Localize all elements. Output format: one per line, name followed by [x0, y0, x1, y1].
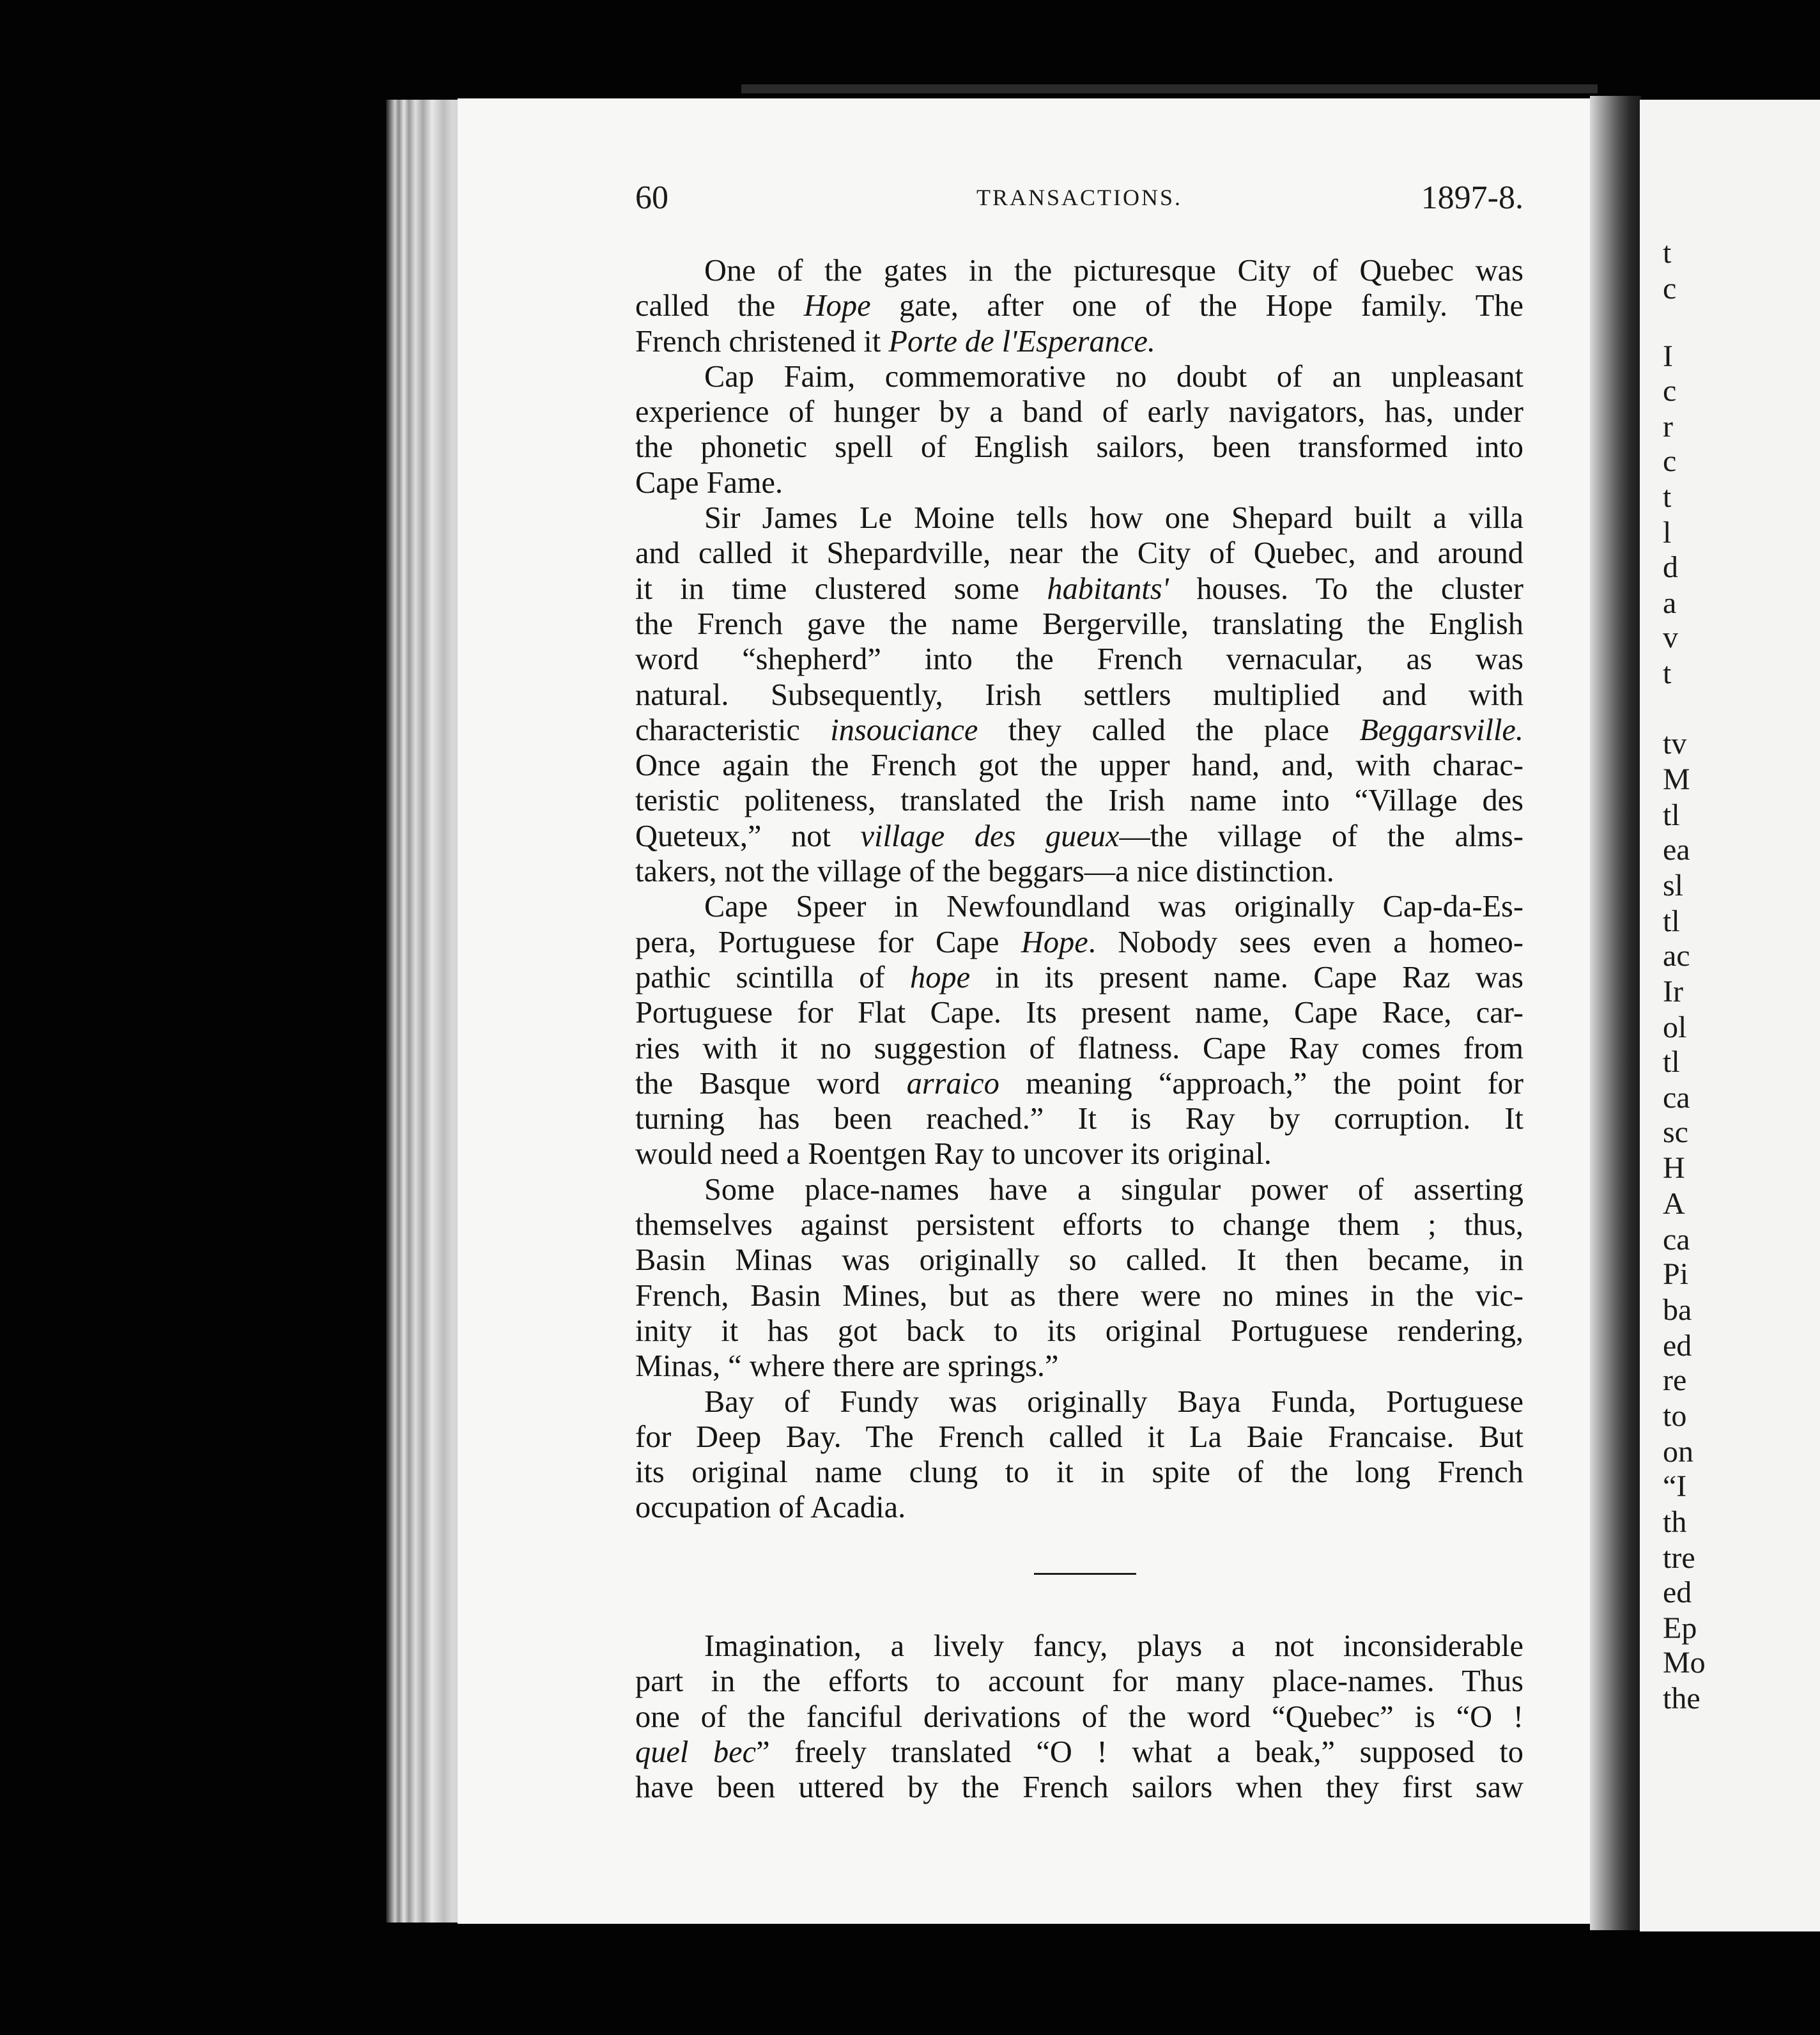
- text-line: the French gave the name Bergerville, translating the English: [635, 607, 1523, 641]
- text-line: the Basque word arraico meaning “approach,” the point for: [635, 1066, 1523, 1101]
- facing-page-fragment: on: [1663, 1435, 1693, 1469]
- text-line: takers, not the village of the beggars—a nice distinction.: [635, 855, 1334, 889]
- text-line: for Deep Bay. The French called it La Baie Francaise. But: [635, 1420, 1523, 1454]
- body-text-continued: [635, 1629, 1523, 1805]
- text-line: turning has been reached.” It is Ray by corruption. It: [635, 1102, 1523, 1136]
- text-line: its original name clung to it in spite of the long French: [635, 1455, 1523, 1490]
- text-line: word “shepherd” into the French vernacular, as was: [635, 642, 1523, 677]
- text-line: and called it Shepardville, near the City of Quebec, and around: [635, 536, 1523, 571]
- facing-page-fragment: tre: [1663, 1541, 1695, 1575]
- facing-page-fragment: c: [1663, 444, 1677, 478]
- facing-page-fragment: ea: [1663, 833, 1690, 867]
- facing-page-fragment: tl: [1663, 798, 1680, 832]
- text-line: Once again the French got the upper hand, and, with charac-: [635, 748, 1523, 783]
- text-line: Queteux,” not village des gueux—the village of the alms-: [635, 819, 1523, 853]
- text-line: Cape Speer in Newfoundland was originally Cap-da-Es-: [704, 890, 1523, 924]
- text-line: characteristic insouciance they called the place Beggarsville.: [635, 713, 1524, 747]
- book-top-edge: [741, 84, 1598, 93]
- section-divider: [1034, 1573, 1136, 1575]
- text-line: Imagination, a lively fancy, plays a not inconsiderable: [704, 1629, 1523, 1663]
- text-line: pera, Portuguese for Cape Hope. Nobody sees even a homeo-: [635, 925, 1523, 959]
- text-line: French christened it Porte de l'Esperance.: [635, 324, 1155, 359]
- text-line: ries with it no suggestion of flatness. Cape Ray comes from: [635, 1031, 1523, 1065]
- text-line: have been uttered by the French sailors when they first saw: [635, 1770, 1523, 1805]
- facing-page-fragment: ol: [1663, 1010, 1687, 1044]
- text-line: experience of hunger by a band of early navigators, has, under: [635, 395, 1523, 429]
- facing-page-fragment: Pi: [1663, 1257, 1689, 1291]
- text-line: the phonetic spell of English sailors, been transformed into: [635, 430, 1523, 465]
- facing-page-fragment: ac: [1663, 939, 1690, 973]
- text-line: Portuguese for Flat Cape. Its present name, Cape Race, car-: [635, 996, 1523, 1030]
- facing-page-fragment: sc: [1663, 1115, 1688, 1149]
- text-line: Basin Minas was originally so called. It then became, in: [635, 1243, 1523, 1278]
- facing-page-fragment: the: [1663, 1682, 1700, 1715]
- body-text: [635, 253, 1523, 1526]
- text-line: Minas, “ where there are springs.”: [635, 1349, 1059, 1384]
- facing-page-fragment: r: [1663, 410, 1673, 444]
- facing-page-fragment: M: [1663, 762, 1690, 796]
- text-line: quel bec” freely translated “O ! what a beak,” supposed to: [635, 1735, 1523, 1769]
- facing-page-fragment: re: [1663, 1363, 1687, 1397]
- paragraph: [635, 1384, 1523, 1526]
- facing-page-fragment: a: [1663, 586, 1677, 620]
- paragraph: [635, 1172, 1523, 1384]
- facing-page: [1640, 100, 1820, 1931]
- facing-page-fragment: t: [1663, 656, 1672, 690]
- page-edges: [386, 100, 463, 1923]
- facing-page-fragment: ca: [1663, 1081, 1690, 1115]
- facing-page-fragment: t: [1663, 480, 1672, 514]
- facing-page-fragment: ed: [1663, 1329, 1692, 1363]
- text-line: would need a Roentgen Ray to uncover its original.: [635, 1137, 1272, 1172]
- text-line: French, Basin Mines, but as there were no mines in the vic-: [635, 1278, 1523, 1313]
- paragraph: [635, 500, 1523, 889]
- facing-page-fragment: ca: [1663, 1223, 1690, 1257]
- facing-page-fragment: ba: [1663, 1293, 1692, 1327]
- facing-page-fragment: v: [1663, 621, 1678, 654]
- facing-page-fragment: I: [1663, 339, 1673, 373]
- text-line: part in the efforts to account for many place-names. Thus: [635, 1664, 1523, 1699]
- running-year: 1897-8.: [1421, 180, 1523, 216]
- text-line: Cape Fame.: [635, 465, 783, 500]
- page-number: 60: [635, 180, 668, 216]
- facing-page-fragment: tl: [1663, 1045, 1680, 1079]
- text-line: it in time clustered some habitants' houses. To the cluster: [635, 571, 1523, 606]
- facing-page-fragment: ed: [1663, 1575, 1692, 1609]
- book-gutter: [1590, 96, 1641, 1930]
- running-title: TRANSACTIONS.: [976, 185, 1183, 210]
- text-line: called the Hope gate, after one of the Hope family. The: [635, 289, 1523, 323]
- text-line: natural. Subsequently, Irish settlers multiplied and with: [635, 677, 1523, 712]
- facing-page-fragment: Mo: [1663, 1646, 1706, 1680]
- text-line: inity it has got back to its original Portuguese rendering,: [635, 1313, 1523, 1348]
- text-line: Cap Faim, commemorative no doubt of an unpleasant: [704, 359, 1523, 394]
- paragraph: [635, 359, 1523, 500]
- facing-page-fragment: sl: [1663, 869, 1684, 902]
- facing-page-fragment: l: [1663, 516, 1672, 550]
- facing-page-fragment: Ep: [1663, 1611, 1697, 1645]
- facing-page-fragment: H: [1663, 1151, 1685, 1185]
- facing-page-fragment: “I: [1663, 1469, 1687, 1503]
- facing-page-fragment: c: [1663, 374, 1677, 408]
- text-line: One of the gates in the picturesque City of Quebec was: [704, 254, 1523, 288]
- facing-page-fragment: tl: [1663, 904, 1680, 938]
- facing-page-fragment: d: [1663, 550, 1678, 584]
- text-line: Bay of Fundy was originally Baya Funda, Portuguese: [704, 1384, 1523, 1419]
- text-line: occupation of Acadia.: [635, 1490, 906, 1525]
- text-line: one of the fanciful derivations of the word “Quebec” is “O !: [635, 1699, 1523, 1734]
- paragraph: [635, 253, 1523, 359]
- text-line: Some place-names have a singular power of asserting: [704, 1172, 1523, 1207]
- facing-page-fragment: c: [1663, 272, 1677, 306]
- running-head: [635, 179, 1523, 217]
- facing-page-fragment: t: [1663, 236, 1672, 270]
- facing-page-fragment: th: [1663, 1505, 1687, 1539]
- text-line: teristic politeness, translated the Irish name into “Village des: [635, 784, 1523, 818]
- facing-page-fragment: Ir: [1663, 975, 1683, 1009]
- facing-page-fragment: to: [1663, 1399, 1687, 1433]
- text-line: themselves against persistent efforts to change them ; thus,: [635, 1208, 1523, 1242]
- facing-page-fragment: A: [1663, 1187, 1685, 1221]
- facing-page-fragment: tv: [1663, 727, 1687, 761]
- text-line: pathic scintilla of hope in its present name. Cape Raz was: [635, 960, 1523, 994]
- paragraph: [635, 889, 1523, 1172]
- text-line: Sir James Le Moine tells how one Shepard built a villa: [704, 501, 1523, 536]
